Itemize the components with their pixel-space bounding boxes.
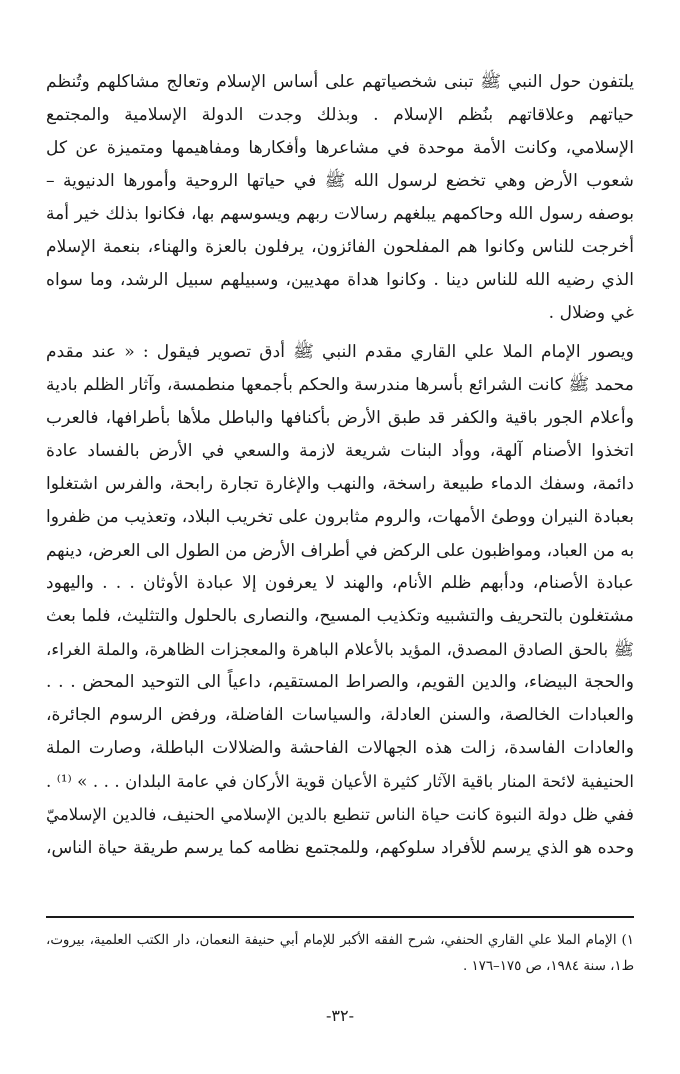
- text-line: حياتهم وعلاقاتهم بنُظم الإسلام . وبذلك وجدت الدولة الإسلامية والمجتمع: [46, 105, 634, 125]
- text-line: الإسلامي، وكانت الأمة موحدة في مشاعرها وأفكارها ومفاهيمها ومتميزة عن كل: [46, 138, 634, 158]
- text-line: بوصفه رسول الله وحاكمهم يبلغهم رسالات ربهم ويسوسهم بها، فكانوا بذلك خير أمة: [46, 204, 634, 224]
- text-line: والحجة البيضاء، والدين القويم، والصراط المستقيم، داعياً الى التوحيد المحض . . .: [46, 672, 634, 692]
- text-line: وأعلام الجور باقية والكفر قد طبق الأرض بأكنافها والباطل ملأها بأطرافها، فالعرب: [46, 408, 634, 428]
- text-line: ويصور الإمام الملا علي القاري مقدم النبي ﷺ أدق تصوير فيقول : « عند مقدم: [46, 342, 634, 362]
- text-line: الذي رضيه الله للناس دينا . وكانوا هداة مهديين، وسبيلهم سبيل الرشد، وما سواه: [46, 270, 634, 290]
- text-line: محمد ﷺ كانت الشرائع بأسرها مندرسة والحكم بأجمعها منطمسة، وآثار الظلم بادية: [46, 375, 634, 395]
- paragraph-2: [46, 336, 634, 864]
- text-line: والعبادات الخالصة، والسنن العادلة، والسياسات الفاضلة، ورفض الرسوم الجائرة،: [46, 705, 634, 725]
- text-line: أخرجت للناس وكانوا هم المفلحون الفائزون، يرفلون بالعزة والهناء، بنعمة الإسلام: [46, 237, 634, 257]
- text-line: اتخذوا الأصنام آلهة، ووأد البنات شريعة لازمة والسعي في الأرض بالفساد عادة: [46, 441, 634, 461]
- footnote-divider: [46, 916, 634, 918]
- text-line: غي وضلال .: [548, 303, 634, 323]
- text-line: ﷺ بالحق الصادق المصدق، المؤيد بالأعلام الباهرة والمعجزات الظاهرة، والملة الغراء،: [46, 639, 634, 659]
- footnote-line: ١) الإمام الملا علي القاري الحنفي، شرح الفقه الأكبر للإمام أبي حنيفة النعمان، دار الكتب العلمية، بيروت،: [46, 933, 634, 948]
- page-number: -٣٢-: [326, 1006, 354, 1025]
- text-line: بعبادة النيران ووطئ الأمهات، والروم مثابرون على تخريب البلاد، وتعذيب من ظفروا: [46, 507, 634, 527]
- text-line: مشتغلون بالتحريف والتشبيه وتكذيب المسيح، والنصارى بالحلول والتثليث، فلما بعث: [46, 606, 634, 626]
- text-line: والعادات الفاسدة، زالت هذه الجهالات الفاحشة والضلالات الباطلة، وصارت الملة: [46, 738, 634, 758]
- text-line: دائمة، وسفك الدماء طبيعة راسخة، والنهب والإغارة تجارة رابحة، والفرس اشتغلوا: [46, 474, 634, 494]
- text-line: به من العباد، ومواظبون على الركض في أطراف الأرض من الطول الى العرض، دينهم: [46, 540, 634, 560]
- footnote: [46, 928, 634, 980]
- paragraph-1: [46, 66, 634, 330]
- text-line: الحنيفية لائحة المنار باقية الآثار كثيرة الأعيان قوية الأركان في عامة البلدان . . . » ⁽¹⁾ .: [46, 772, 634, 791]
- text-line: شعوب الأرض وهي تخضع لرسول الله ﷺ في حياتها الروحية وأمورها الدنيوية –: [46, 171, 634, 191]
- text-line: عبادة الأصنام، ودأبهم ظلم الأنام، والهند لا يعرفون إلا عبادة الأوثان . . . واليهود: [46, 573, 634, 593]
- text-line: وحده هو الذي يرسم للأفراد سلوكهم، وللمجتمع نظامه كما يرسم طريقة حياة الناس،: [46, 837, 634, 857]
- text-line: ففي ظل دولة النبوة كانت حياة الناس تنطبع بالدين الإسلامي الحنيف، فالدين الإسلاميّ: [46, 805, 634, 824]
- page-body: [46, 66, 634, 864]
- text-line: يلتفون حول النبي ﷺ تبنى شخصياتهم على أساس الإسلام وتعالج مشاكلهم وتُنظم: [46, 72, 634, 92]
- footnote-line: ط١، سنة ١٩٨٤، ص ١٧٥–١٧٦ .: [462, 959, 634, 974]
